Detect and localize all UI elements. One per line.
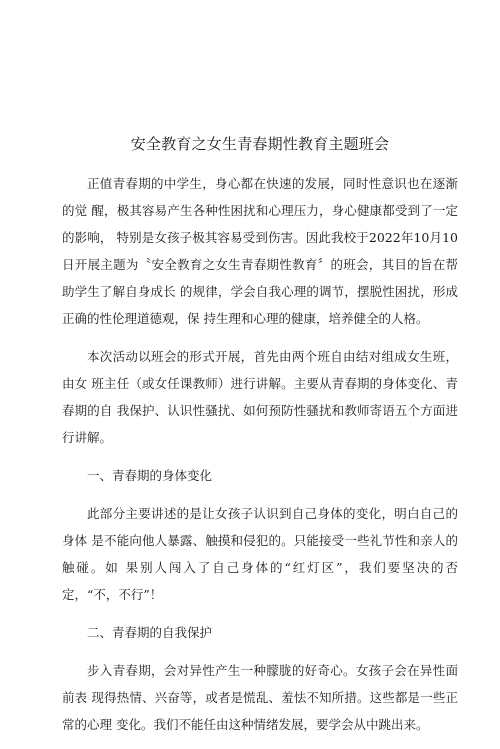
- intro-paragraph: 正值青春期的中学生，身心都在快速的发展，同时性意识也在逐渐的觉 醒，极其容易产生各种性困扰和心理压力，身心健康都受到了一定的影响， 特别是女孩子极其容易受到伤害。因此我校于2022年10月10日开展主题为〝安全教育之女生青春期性教育〞的班会，其目的旨在帮助学生了解自身成长 的规律，学会自我心理的调节，摆脱性困扰，形成正确的性伦理道德观，保 持生理和心理的健康，培养健全的人格。: [62, 176, 458, 326]
- document-title: 安全教育之女生青春期性教育主题班会: [130, 135, 390, 153]
- section-text-body-changes: 此部分主要讲述的是让女孩子认识到自己身体的变化，明白自己的身体 是不能向他人暴露、触摸和侵犯的。只能接受一些礼节性和亲人的触碰。如 果别人闯入了自己身体的“红灯区”，我们要坚决的否定，“不，不行”！: [62, 506, 458, 602]
- section-heading-body-changes: 一、青春期的身体变化: [87, 468, 213, 483]
- section-heading-self-protection: 二、青春期的自我保护: [87, 625, 213, 640]
- section-text-self-protection: 步入青春期，会对异性产生一种朦胧的好奇心。女孩子会在异性面前表 现得热情、兴奋等，或者是慌乱、羞怯不知所措。这些都是一些正常的心理 变化。我们不能任由这种情绪发展，要学会从中跳出来。: [62, 663, 458, 732]
- activity-paragraph: 本次活动以班会的形式开展，首先由两个班自由结对组成女生班，由女 班主任（或女任课教师）进行讲解。主要从青春期的身体变化、青春期的自 我保护、认识性骚扰、如何预防性骚扰和教师寄语五个方面进行讲解。: [62, 349, 458, 445]
- document-body: [62, 170, 458, 749]
- document-page: [62, 0, 458, 731]
